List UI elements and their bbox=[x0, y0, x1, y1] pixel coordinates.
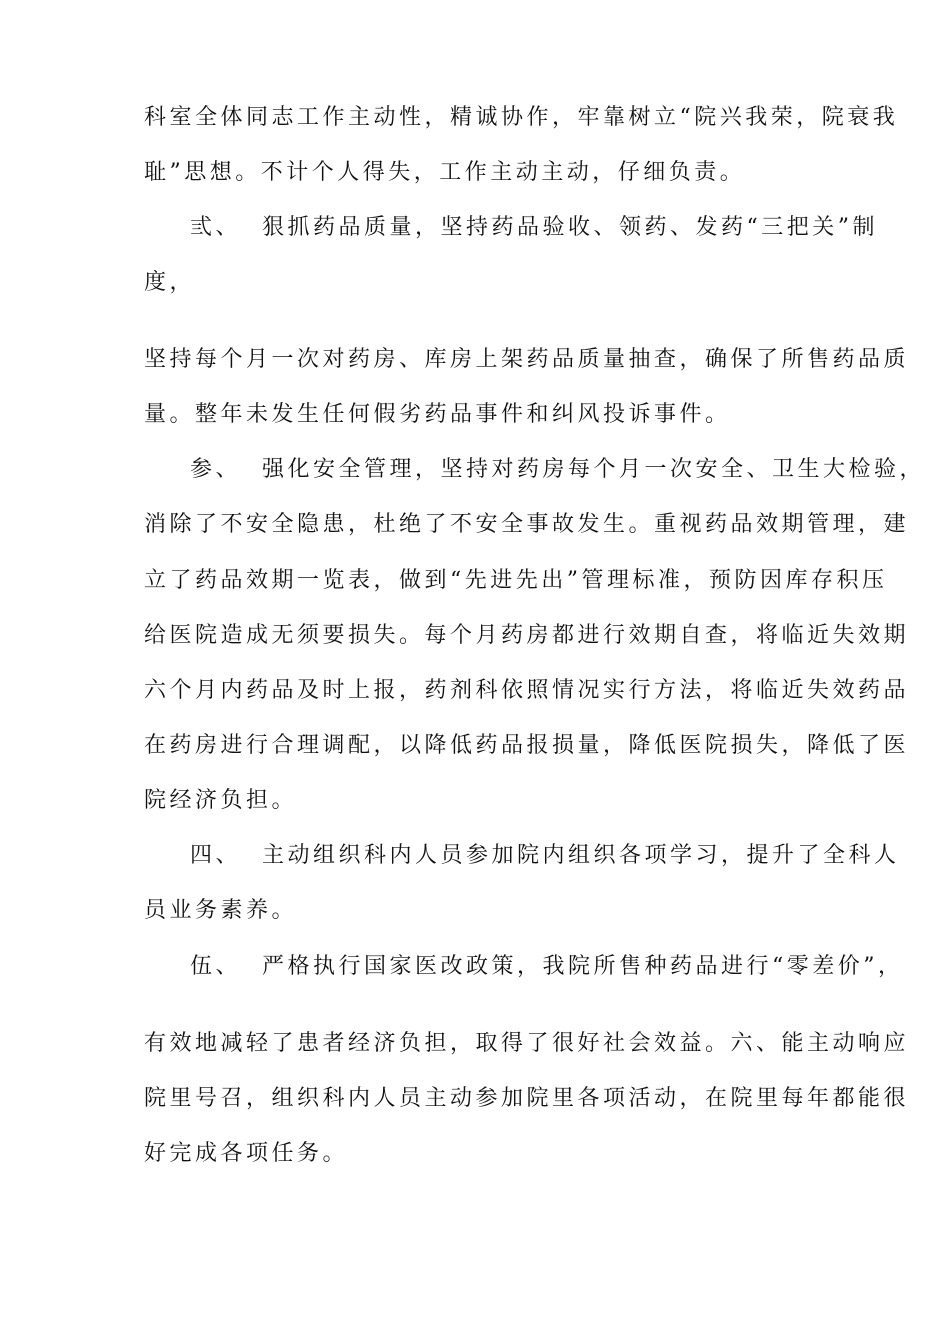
text-line: 好完成各项任务。 bbox=[144, 1141, 349, 1166]
text-line: 度， bbox=[144, 270, 196, 295]
section-heading-4: 四、 主动组织科内人员参加院内组织各项学习，提升了全科人 bbox=[190, 843, 900, 868]
section-heading-3: 参、 强化安全管理，坚持对药房每个月一次安全、卫生大检验， bbox=[190, 457, 925, 482]
text-line: 六个月内药品及时上报，药剂科依照情况实行方法，将临近失效药品 bbox=[144, 678, 910, 703]
text-line: 有效地减轻了患者经济负担，取得了很好社会效益。六、能主动响应 bbox=[144, 1031, 910, 1056]
text-line: 耻”思想。不计个人得失，工作主动主动，仔细负责。 bbox=[144, 160, 746, 185]
text-line: 量。整年未发生任何假劣药品事件和纠风投诉事件。 bbox=[144, 402, 731, 427]
text-line: 科室全体同志工作主动性，精诚协作，牢靠树立“院兴我荣，院衰我 bbox=[144, 105, 899, 130]
text-line: 员业务素养。 bbox=[144, 898, 298, 923]
text-line: 坚持每个月一次对药房、库房上架药品质量抽查，确保了所售药品质 bbox=[144, 347, 910, 372]
text-line: 给医院造成无须要损失。每个月药房都进行效期自查，将临近失效期 bbox=[144, 623, 910, 648]
section-heading-2: 弎、 狠抓药品质量，坚持药品验收、领药、发药“三把关”制 bbox=[190, 215, 878, 240]
text-line: 院里号召，组织科内人员主动参加院里各项活动，在院里每年都能很 bbox=[144, 1086, 910, 1111]
text-line: 消除了不安全隐患，杜绝了不安全事故发生。重视药品效期管理，建 bbox=[144, 512, 910, 537]
text-line: 院经济负担。 bbox=[144, 788, 298, 813]
section-heading-5: 伍、 严格执行国家医改政策，我院所售种药品进行“零差价”， bbox=[190, 954, 904, 979]
text-line: 在药房进行合理调配，以降低药品报损量，降低医院损失，降低了医 bbox=[144, 733, 910, 758]
text-line: 立了药品效期一览表，做到“先进先出”管理标准，预防因库存积压 bbox=[144, 568, 888, 593]
